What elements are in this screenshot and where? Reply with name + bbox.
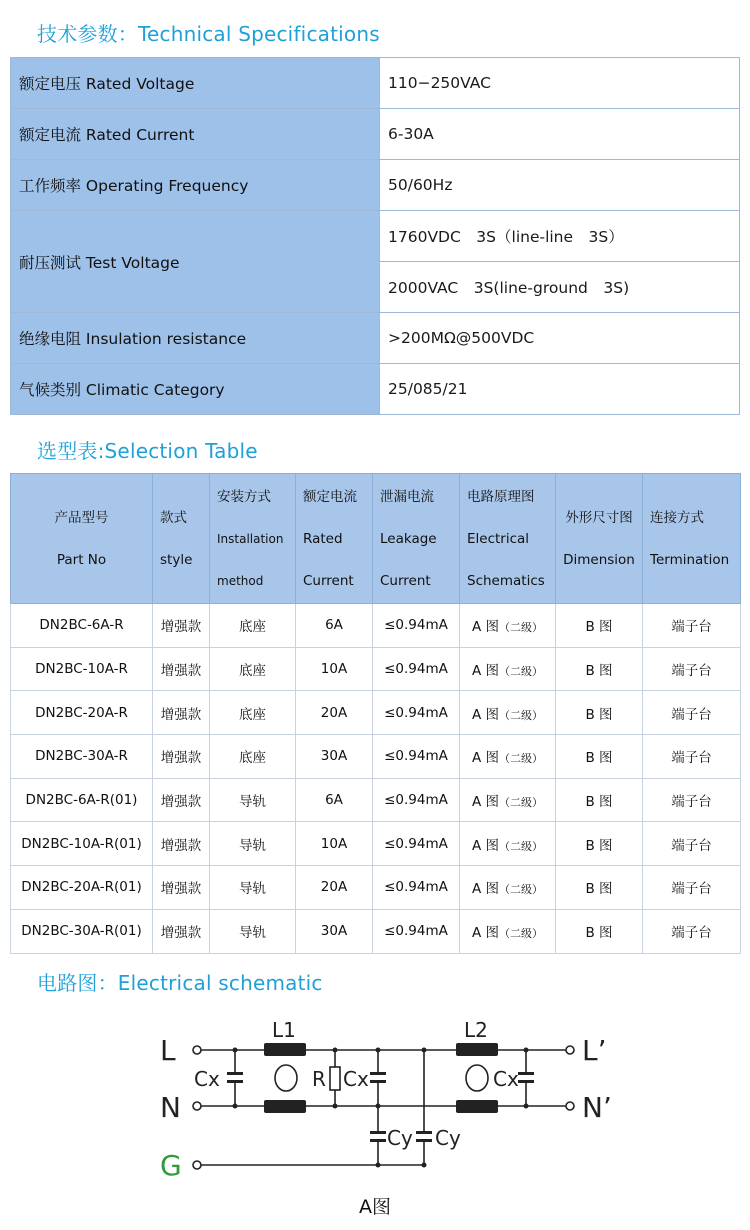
spec-value: 50/60Hz xyxy=(380,160,740,211)
table-row xyxy=(11,647,741,691)
capacitor-cx2 xyxy=(370,1072,386,1075)
label-r: R xyxy=(312,1067,326,1091)
spec-value: >200MΩ@500VDC xyxy=(380,313,740,364)
cell-part-no: DN2BC-6A-R xyxy=(11,604,153,648)
cell-leakage-current: ≤0.94mA xyxy=(373,822,460,866)
cell-installation: 导轨 xyxy=(210,778,296,822)
cell-installation: 底座 xyxy=(210,735,296,779)
cell-installation: 导轨 xyxy=(210,909,296,953)
inductor-l1-bottom xyxy=(264,1100,306,1113)
cell-termination: 端子台 xyxy=(643,822,741,866)
inductor-l1-top xyxy=(264,1043,306,1056)
capacitor-cx1 xyxy=(227,1072,243,1075)
cell-leakage-current: ≤0.94mA xyxy=(373,604,460,648)
spec-label: 额定电流 Rated Current xyxy=(11,109,380,160)
spec-value: 110−250VAC xyxy=(380,58,740,109)
inductor-l2-bottom xyxy=(456,1100,498,1113)
cell-rated-current: 30A xyxy=(296,735,373,779)
spec-label: 耐压测试 Test Voltage xyxy=(11,211,380,313)
cell-style: 增强款 xyxy=(153,909,210,953)
spec-value: 2000VAC 3S(line-ground 3S) xyxy=(380,262,740,313)
cell-dimension: B 图 xyxy=(556,778,643,822)
cell-style: 增强款 xyxy=(153,778,210,822)
header-installation: 安装方式 Installation method xyxy=(210,474,296,604)
cell-dimension: B 图 xyxy=(556,866,643,910)
label-l1: L1 xyxy=(272,1018,296,1042)
label-l-out: L’ xyxy=(582,1034,607,1067)
cell-leakage-current: ≤0.94mA xyxy=(373,866,460,910)
selection-section-title: 选型表:Selection Table xyxy=(37,439,258,463)
spec-row xyxy=(11,364,740,415)
cell-dimension: B 图 xyxy=(556,604,643,648)
cell-termination: 端子台 xyxy=(643,866,741,910)
capacitor-cy2 xyxy=(416,1131,432,1134)
spec-label: 工作频率 Operating Frequency xyxy=(11,160,380,211)
choke-core-l2 xyxy=(466,1065,488,1091)
selection-table xyxy=(10,473,741,954)
cell-rated-current: 20A xyxy=(296,866,373,910)
cell-rated-current: 30A xyxy=(296,909,373,953)
cell-part-no: DN2BC-10A-R(01) xyxy=(11,822,153,866)
table-row xyxy=(11,822,741,866)
cell-leakage-current: ≤0.94mA xyxy=(373,778,460,822)
cell-termination: 端子台 xyxy=(643,778,741,822)
electrical-schematic-diagram xyxy=(150,1010,620,1185)
label-l: L xyxy=(160,1034,176,1067)
cell-installation: 导轨 xyxy=(210,866,296,910)
cell-termination: 端子台 xyxy=(643,909,741,953)
cell-installation: 底座 xyxy=(210,691,296,735)
label-n-out: N’ xyxy=(582,1091,612,1124)
cell-leakage-current: ≤0.94mA xyxy=(373,691,460,735)
terminal-l-out xyxy=(566,1046,574,1054)
spec-label: 绝缘电阻 Insulation resistance xyxy=(11,313,380,364)
spec-row xyxy=(11,160,740,211)
cell-schematic: A 图（二级） xyxy=(460,647,556,691)
spec-value: 1760VDC 3S（line-line 3S） xyxy=(380,211,740,262)
cell-part-no: DN2BC-20A-R xyxy=(11,691,153,735)
cell-termination: 端子台 xyxy=(643,735,741,779)
table-row xyxy=(11,778,741,822)
cell-rated-current: 10A xyxy=(296,647,373,691)
cell-style: 增强款 xyxy=(153,866,210,910)
cell-rated-current: 6A xyxy=(296,778,373,822)
table-row xyxy=(11,691,741,735)
table-row xyxy=(11,604,741,648)
header-rated-current: 额定电流 Rated Current xyxy=(296,474,373,604)
table-row xyxy=(11,866,741,910)
cell-dimension: B 图 xyxy=(556,691,643,735)
spec-row xyxy=(11,58,740,109)
label-l2: L2 xyxy=(464,1018,488,1042)
cell-rated-current: 10A xyxy=(296,822,373,866)
cell-leakage-current: ≤0.94mA xyxy=(373,735,460,779)
terminal-n xyxy=(193,1102,201,1110)
cell-style: 增强款 xyxy=(153,822,210,866)
cell-termination: 端子台 xyxy=(643,604,741,648)
label-cy2: Cy xyxy=(435,1126,461,1150)
label-cx3: Cx xyxy=(493,1067,519,1091)
cell-installation: 底座 xyxy=(210,647,296,691)
header-leakage-current: 泄漏电流 Leakage Current xyxy=(373,474,460,604)
cell-schematic: A 图（二级） xyxy=(460,909,556,953)
cell-part-no: DN2BC-30A-R xyxy=(11,735,153,779)
header-part-no: 产品型号 Part No xyxy=(11,474,153,604)
spec-row xyxy=(11,211,740,262)
cell-schematic: A 图（二级） xyxy=(460,691,556,735)
cell-leakage-current: ≤0.94mA xyxy=(373,909,460,953)
cell-schematic: A 图（二级） xyxy=(460,822,556,866)
table-row xyxy=(11,909,741,953)
cell-installation: 导轨 xyxy=(210,822,296,866)
cell-part-no: DN2BC-10A-R xyxy=(11,647,153,691)
capacitor-cx3 xyxy=(518,1072,534,1075)
selection-header-row xyxy=(11,474,741,604)
spec-value: 25/085/21 xyxy=(380,364,740,415)
cell-part-no: DN2BC-30A-R(01) xyxy=(11,909,153,953)
header-termination: 连接方式 Termination xyxy=(643,474,741,604)
label-cx2: Cx xyxy=(343,1067,369,1091)
cell-installation: 底座 xyxy=(210,604,296,648)
spec-value: 6-30A xyxy=(380,109,740,160)
spec-table xyxy=(10,57,740,415)
label-cy1: Cy xyxy=(387,1126,413,1150)
cell-dimension: B 图 xyxy=(556,822,643,866)
cell-schematic: A 图（二级） xyxy=(460,604,556,648)
schematic-section-title: 电路图：Electrical schematic xyxy=(37,971,323,995)
spec-row xyxy=(11,313,740,364)
header-electrical-schematics: 电路原理图 Electrical Schematics xyxy=(460,474,556,604)
cell-part-no: DN2BC-6A-R(01) xyxy=(11,778,153,822)
terminal-g xyxy=(193,1161,201,1169)
label-cx1: Cx xyxy=(194,1067,220,1091)
header-style: 款式 style xyxy=(153,474,210,604)
label-n: N xyxy=(160,1091,181,1124)
inductor-l2-top xyxy=(456,1043,498,1056)
resistor-r xyxy=(330,1067,340,1090)
spec-label: 额定电压 Rated Voltage xyxy=(11,58,380,109)
cell-rated-current: 6A xyxy=(296,604,373,648)
schematic-caption: A图 xyxy=(359,1196,391,1218)
cell-dimension: B 图 xyxy=(556,647,643,691)
cell-schematic: A 图（二级） xyxy=(460,778,556,822)
cell-termination: 端子台 xyxy=(643,647,741,691)
spec-section-title: 技术参数：Technical Specifications xyxy=(37,22,380,46)
cell-schematic: A 图（二级） xyxy=(460,866,556,910)
cell-schematic: A 图（二级） xyxy=(460,735,556,779)
cell-rated-current: 20A xyxy=(296,691,373,735)
spec-row xyxy=(11,109,740,160)
cell-dimension: B 图 xyxy=(556,735,643,779)
cell-part-no: DN2BC-20A-R(01) xyxy=(11,866,153,910)
cell-style: 增强款 xyxy=(153,735,210,779)
cell-termination: 端子台 xyxy=(643,691,741,735)
cell-style: 增强款 xyxy=(153,691,210,735)
header-dimension: 外形尺寸图 Dimension xyxy=(556,474,643,604)
cell-style: 增强款 xyxy=(153,647,210,691)
capacitor-cy1 xyxy=(370,1131,386,1134)
table-row xyxy=(11,735,741,779)
cell-leakage-current: ≤0.94mA xyxy=(373,647,460,691)
terminal-l xyxy=(193,1046,201,1054)
choke-core-l1 xyxy=(275,1065,297,1091)
cell-dimension: B 图 xyxy=(556,909,643,953)
terminal-n-out xyxy=(566,1102,574,1110)
cell-style: 增强款 xyxy=(153,604,210,648)
label-g: G xyxy=(160,1149,182,1182)
spec-label: 气候类别 Climatic Category xyxy=(11,364,380,415)
